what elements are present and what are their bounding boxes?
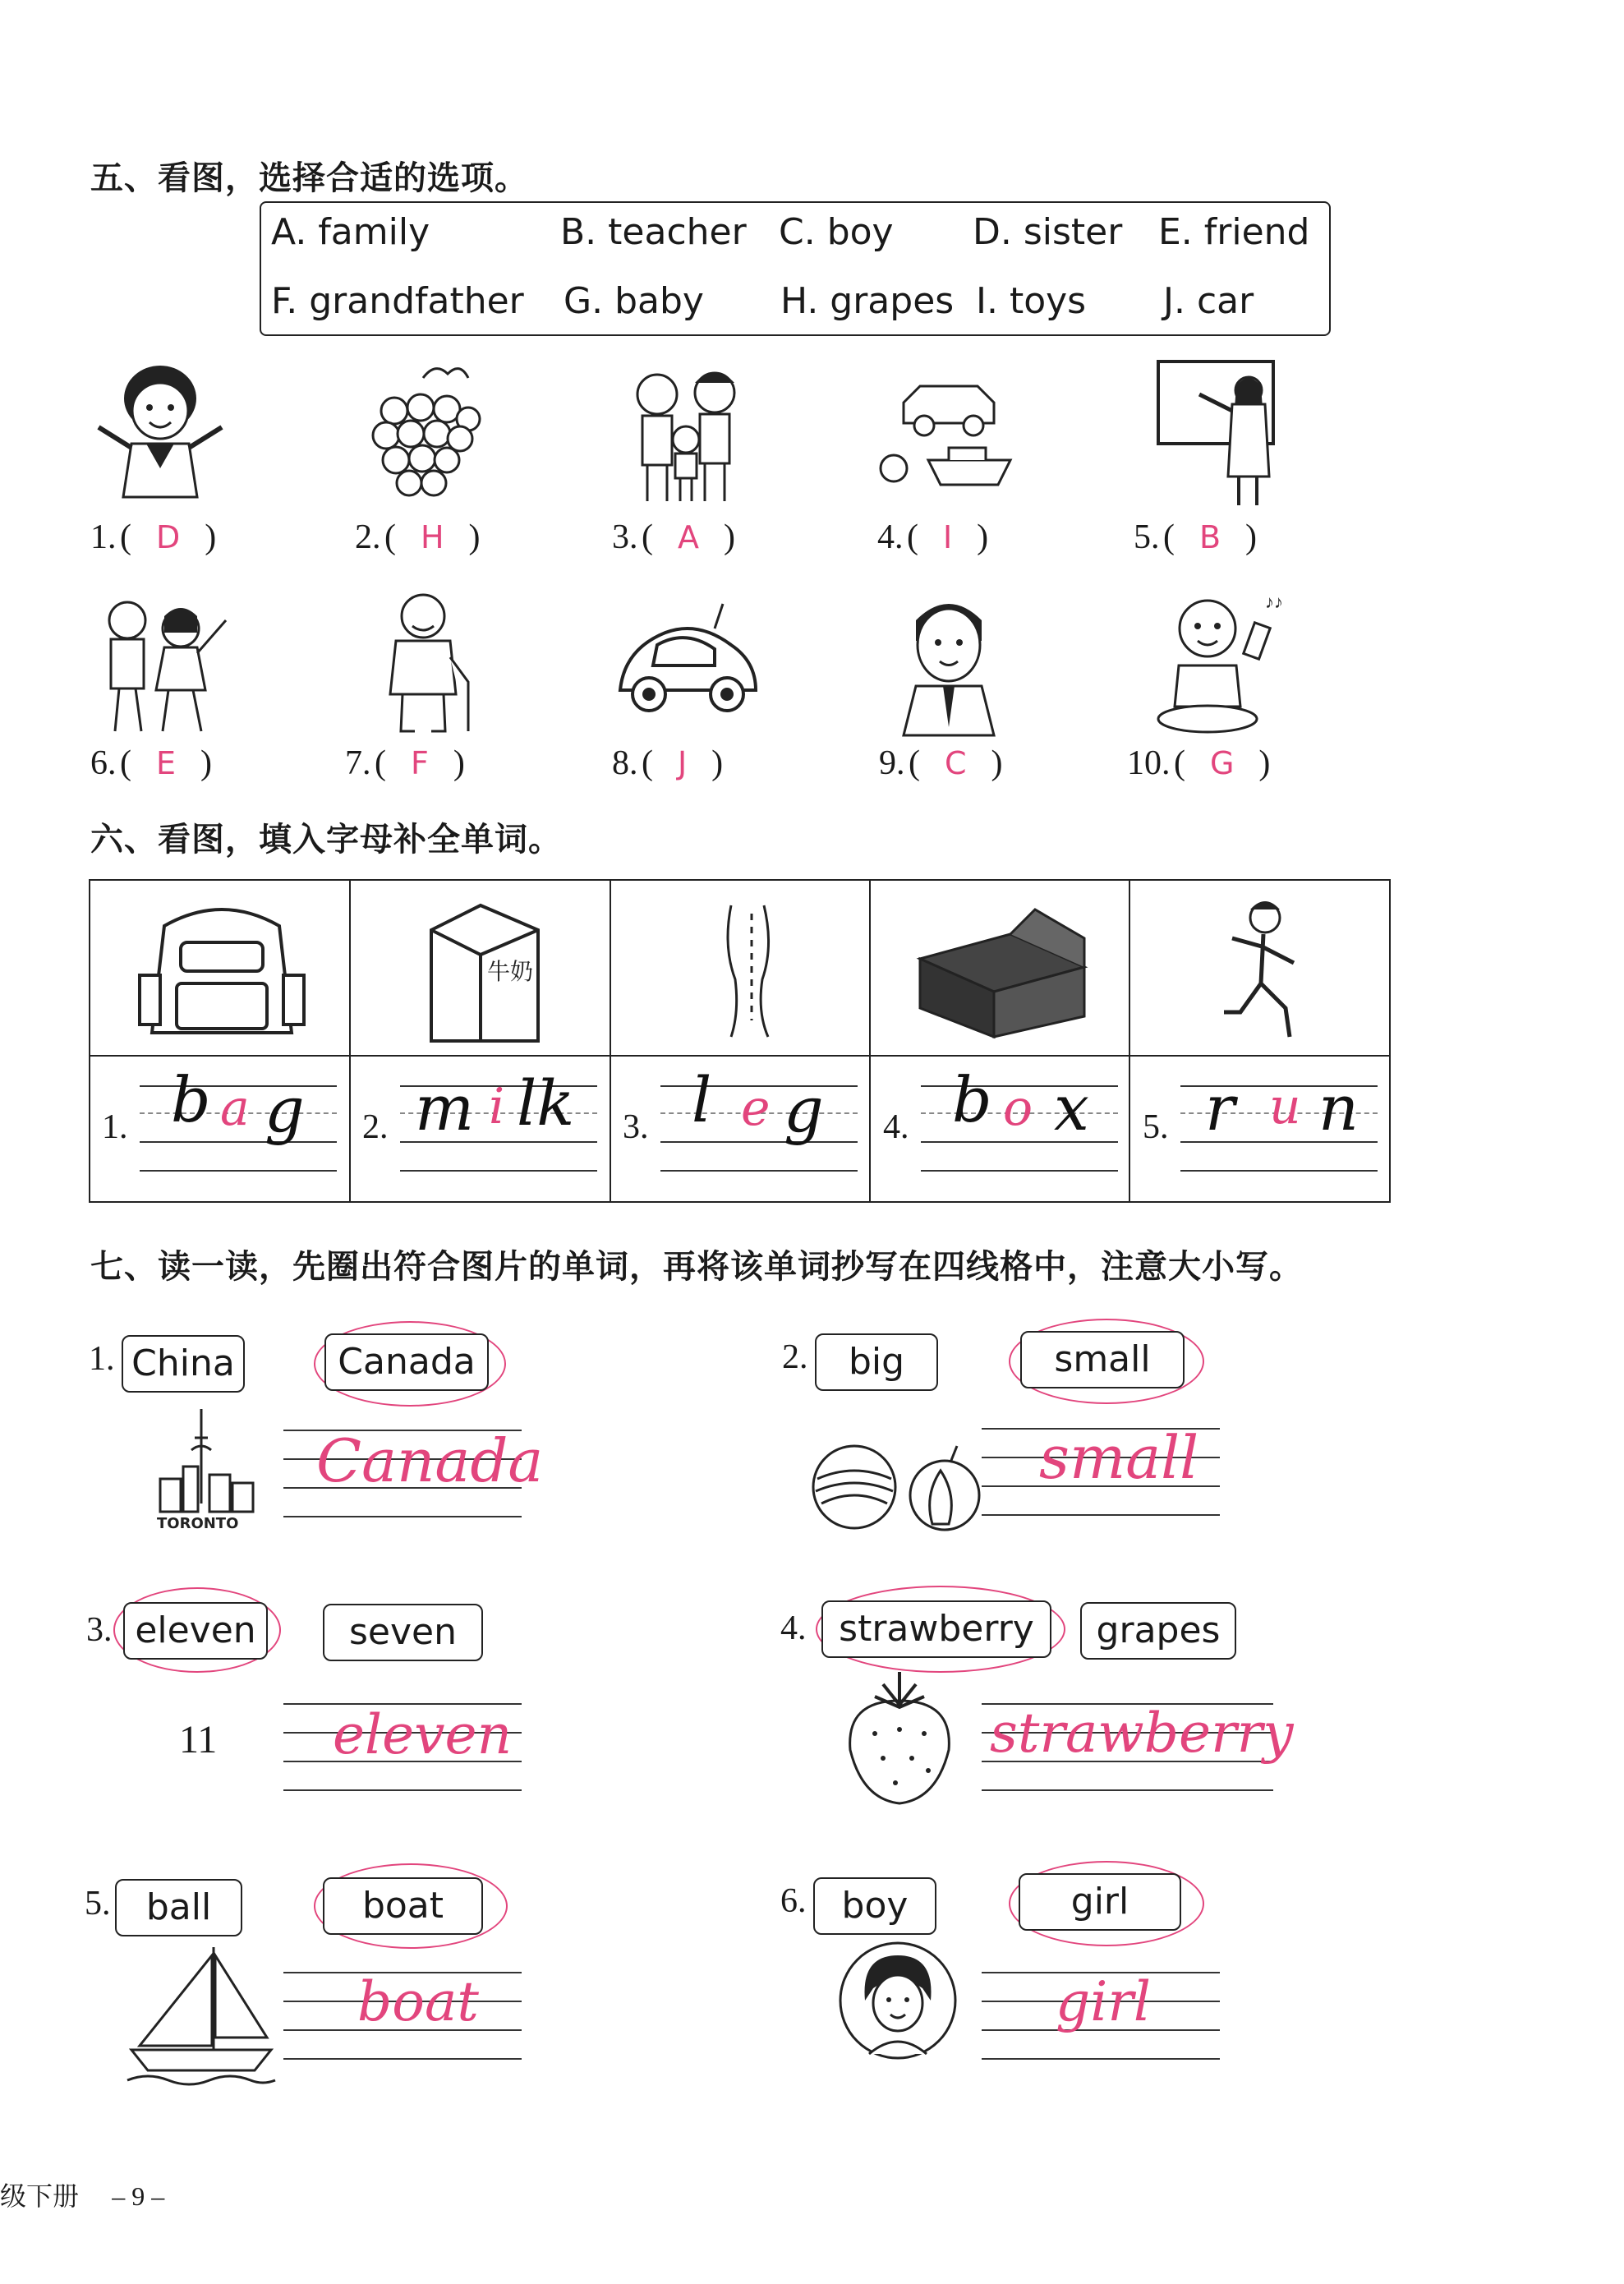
girl-icon (82, 353, 238, 509)
s7-num-3: 3. (86, 1611, 113, 1649)
answer-item-8: 8. ( J ) (612, 744, 724, 782)
options-box (260, 201, 1331, 336)
answer-item-4: 4. ( I ) (877, 518, 989, 556)
box-icon (912, 901, 1093, 1041)
toys-icon (871, 353, 1027, 509)
word-cell-5: 5. r u n (1131, 1057, 1390, 1201)
s7-grid-4: strawberry (982, 1695, 1277, 1802)
option-d: D. sister (973, 211, 1123, 253)
baby-icon (1142, 583, 1298, 739)
toronto-label: TORONTO (157, 1515, 239, 1532)
option-j: J. car (1163, 280, 1254, 322)
option-b: B. teacher (560, 211, 747, 253)
answer-6: E (155, 745, 176, 781)
s7-option-boy[interactable]: boy (813, 1877, 936, 1935)
s7-option-girl[interactable]: girl (1019, 1873, 1181, 1931)
s7-option-big[interactable]: big (815, 1333, 938, 1391)
s7-option-boat[interactable]: boat (323, 1877, 483, 1935)
answer-9: C (944, 745, 967, 781)
number-11: 11 (179, 1718, 218, 1761)
bag-icon (131, 893, 312, 1045)
answer-item-5: 5. ( B ) (1134, 518, 1258, 556)
s7-grid-3: eleven (283, 1695, 522, 1802)
friends-icon (82, 583, 238, 739)
s7-option-strawberry[interactable]: strawberry (821, 1600, 1051, 1658)
leg-icon (698, 897, 797, 1045)
section5-heading: 五、看图，选择合适的选项。 (90, 159, 528, 197)
s7-num-1: 1. (89, 1340, 115, 1378)
answer-8: J (677, 745, 688, 781)
s7-option-china[interactable]: China (122, 1335, 245, 1393)
teacher-icon (1142, 353, 1298, 509)
answer-item-2: 2. ( H ) (355, 518, 481, 556)
milk-carton-label: 牛奶 (487, 958, 534, 985)
toronto-icon (152, 1405, 259, 1536)
grapes-icon (345, 353, 501, 509)
girl-face-icon (836, 1939, 959, 2062)
answer-4: I (942, 519, 953, 555)
answer-item-10: 10. ( G ) (1127, 744, 1271, 782)
watermelon-pear-icon (809, 1430, 982, 1536)
answer-item-6: 6. ( E ) (90, 744, 212, 782)
answer-item-9: 9. ( C ) (879, 744, 1003, 782)
option-g: G. baby (564, 280, 704, 322)
page-number: – 9 – (112, 2181, 165, 2211)
word-cell-2: 2. m i lk (351, 1057, 610, 1201)
answer-1: D (155, 519, 181, 555)
s7-grid-5: boat (283, 1964, 522, 2070)
milk-icon (398, 889, 563, 1049)
word-cell-1: 1. b a g (90, 1057, 349, 1201)
answer-3: A (677, 519, 699, 555)
run-icon (1191, 893, 1331, 1049)
option-h: H. grapes (780, 280, 955, 322)
answer-5: B (1198, 519, 1221, 555)
answer-item-1: 1. ( D ) (90, 518, 217, 556)
answer-10: G (1209, 745, 1235, 781)
word-cell-4: 4. b o x (872, 1057, 1130, 1201)
strawberry-icon (838, 1668, 961, 1807)
boy-icon (871, 583, 1027, 739)
s7-option-ball[interactable]: ball (115, 1879, 242, 1936)
option-f: F. grandfather (271, 280, 524, 322)
option-c: C. boy (779, 211, 894, 253)
s7-num-4: 4. (780, 1609, 807, 1647)
s7-option-seven[interactable]: seven (323, 1604, 483, 1661)
answer-item-7: 7. ( F ) (345, 744, 465, 782)
s7-grid-1: Canada (283, 1421, 522, 1528)
answer-item-3: 3. ( A ) (612, 518, 735, 556)
section7-heading: 七、读一读，先圈出符合图片的单词，再将该单词抄写在四线格中，注意大小写。 (90, 1248, 1303, 1286)
s7-option-canada[interactable]: Canada (324, 1333, 489, 1391)
grandfather-icon (345, 583, 501, 739)
s7-num-6: 6. (780, 1882, 807, 1920)
answer-2: H (420, 519, 444, 555)
boat-icon (123, 1939, 279, 2087)
word-cell-3: 3. l e g (611, 1057, 870, 1201)
option-i: I. toys (976, 280, 1087, 322)
footer (0, 2176, 164, 2213)
s7-num-2: 2. (782, 1338, 808, 1376)
footer-text: 级下册 (0, 2180, 80, 2212)
section6-heading: 六、看图，填入字母补全单词。 (90, 821, 562, 859)
s7-option-small[interactable]: small (1020, 1331, 1185, 1388)
s7-num-5: 5. (85, 1885, 111, 1923)
option-a: A. family (271, 211, 430, 253)
s7-option-eleven[interactable]: eleven (123, 1602, 268, 1660)
s7-grid-2: small (982, 1420, 1220, 1527)
word-table (89, 879, 1391, 1203)
option-e: E. friend (1158, 211, 1310, 253)
s7-grid-6: girl (982, 1964, 1220, 2070)
answer-7: F (410, 745, 429, 781)
svg-text:♪♪: ♪♪ (1265, 592, 1283, 612)
car-icon (608, 583, 764, 739)
family-icon (608, 353, 764, 509)
s7-option-grapes[interactable]: grapes (1080, 1602, 1236, 1660)
